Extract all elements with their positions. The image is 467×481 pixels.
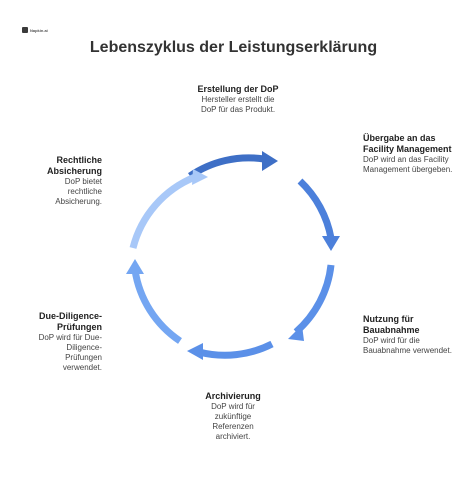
step-title: Due-Diligence-Prüfungen	[38, 311, 102, 332]
cycle-arrow-bottom	[199, 344, 272, 355]
arrowhead-bottom-icon	[187, 343, 203, 360]
step-due-diligence	[14, 311, 102, 373]
step-description: DoP wird an das Facility Management übergeben.	[363, 155, 453, 174]
step-description: DoP bietet rechtliche Absicherung.	[55, 177, 102, 206]
step-title: Rechtliche Absicherung	[46, 155, 102, 176]
logo-text: Napkin.ai	[30, 27, 48, 33]
step-title: Erstellung der DoP	[197, 84, 279, 94]
step-description: DoP wird für zukünftige Referenzen archiviert.	[211, 402, 255, 441]
cycle-arrow-left-upper	[133, 177, 195, 248]
step-title: Nutzung für Bauabnahme	[363, 314, 420, 335]
step-nutzung	[363, 314, 455, 356]
step-description: Hersteller erstellt die DoP für das Produkt.	[200, 95, 276, 114]
step-uebergabe	[363, 133, 459, 175]
arrowhead-top-icon	[262, 151, 278, 171]
cycle-arrow-right-lower	[296, 265, 331, 332]
step-title: Übergabe an das Facility Management	[363, 133, 452, 154]
cycle-arrow-left-lower	[135, 270, 180, 341]
arrowheads	[126, 151, 340, 360]
page-title: Lebenszyklus der Leistungserklärung	[89, 39, 378, 56]
arrowhead-left-lower-icon	[126, 259, 144, 274]
step-description: DoP wird für Due-Diligence-Prüfungen verwendet.	[38, 333, 102, 372]
step-description: DoP wird für die Bauabnahme verwendet.	[363, 336, 452, 355]
step-erstellung	[183, 84, 293, 115]
cycle-arrow-top	[190, 158, 264, 176]
step-rechtliche-absicherung	[22, 155, 102, 207]
cycle-arrow-right-upper	[300, 181, 331, 238]
arrowhead-right-upper-icon	[322, 236, 340, 251]
step-title: Archivierung	[205, 391, 261, 401]
step-archivierung	[183, 391, 283, 442]
